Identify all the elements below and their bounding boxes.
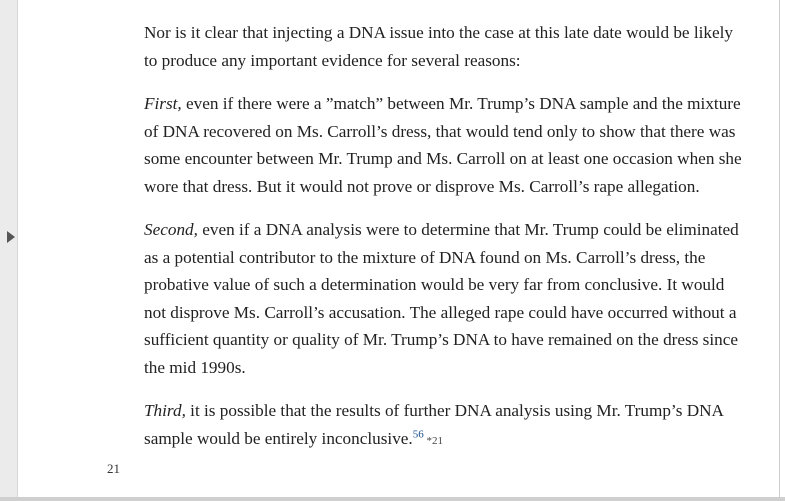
- paragraph-lead-second: Second,: [144, 220, 198, 239]
- paragraph-intro: [144, 19, 744, 74]
- paragraph-text: even if a DNA analysis were to determine that Mr. Trump could be eliminated as a potential contributor to the mixture of DNA found on Ms. Carroll’s dress, the probative value of such a determination would be very far from conclusive. It would not disprove Ms. Carroll’s accusation. The alleged rape could have occurred without a sufficient quantity or quality of Mr. Trump’s DNA to have remained on the dress since the mid 1990s.: [144, 220, 739, 377]
- paragraph-lead-third: Third,: [144, 401, 186, 420]
- paragraph-third: [144, 397, 744, 455]
- expand-arrow-icon[interactable]: [7, 231, 15, 243]
- star-page-marker: *21: [423, 434, 443, 447]
- paragraph-text: it is possible that the results of further DNA analysis using Mr. Trump’s DNA sample would be entirely inconclusive.: [144, 401, 723, 448]
- paragraph-second: [144, 216, 744, 381]
- footnote-reference-link[interactable]: 56: [412, 427, 424, 440]
- document-body: [144, 19, 744, 471]
- page-number: 21: [107, 461, 120, 476]
- paragraph-first: [144, 90, 744, 200]
- bottom-border: [0, 497, 785, 501]
- paragraph-text: Nor is it clear that injecting a DNA issue into the case at this late date would be likely to produce any important evidence for several reasons:: [144, 23, 733, 70]
- right-border: [779, 0, 780, 501]
- paragraph-lead-first: First,: [144, 94, 182, 113]
- paragraph-text: even if there were a ”match” between Mr. Trump’s DNA sample and the mixture of DNA recovered on Ms. Carroll’s dress, that would tend only to show that there was some encounter between Mr. Trump and Ms. Carroll on at least one occasion when she wore that dress. But it would not prove or disprove Ms. Carroll’s rape allegation.: [144, 94, 742, 196]
- left-sidebar-rail: [0, 0, 18, 501]
